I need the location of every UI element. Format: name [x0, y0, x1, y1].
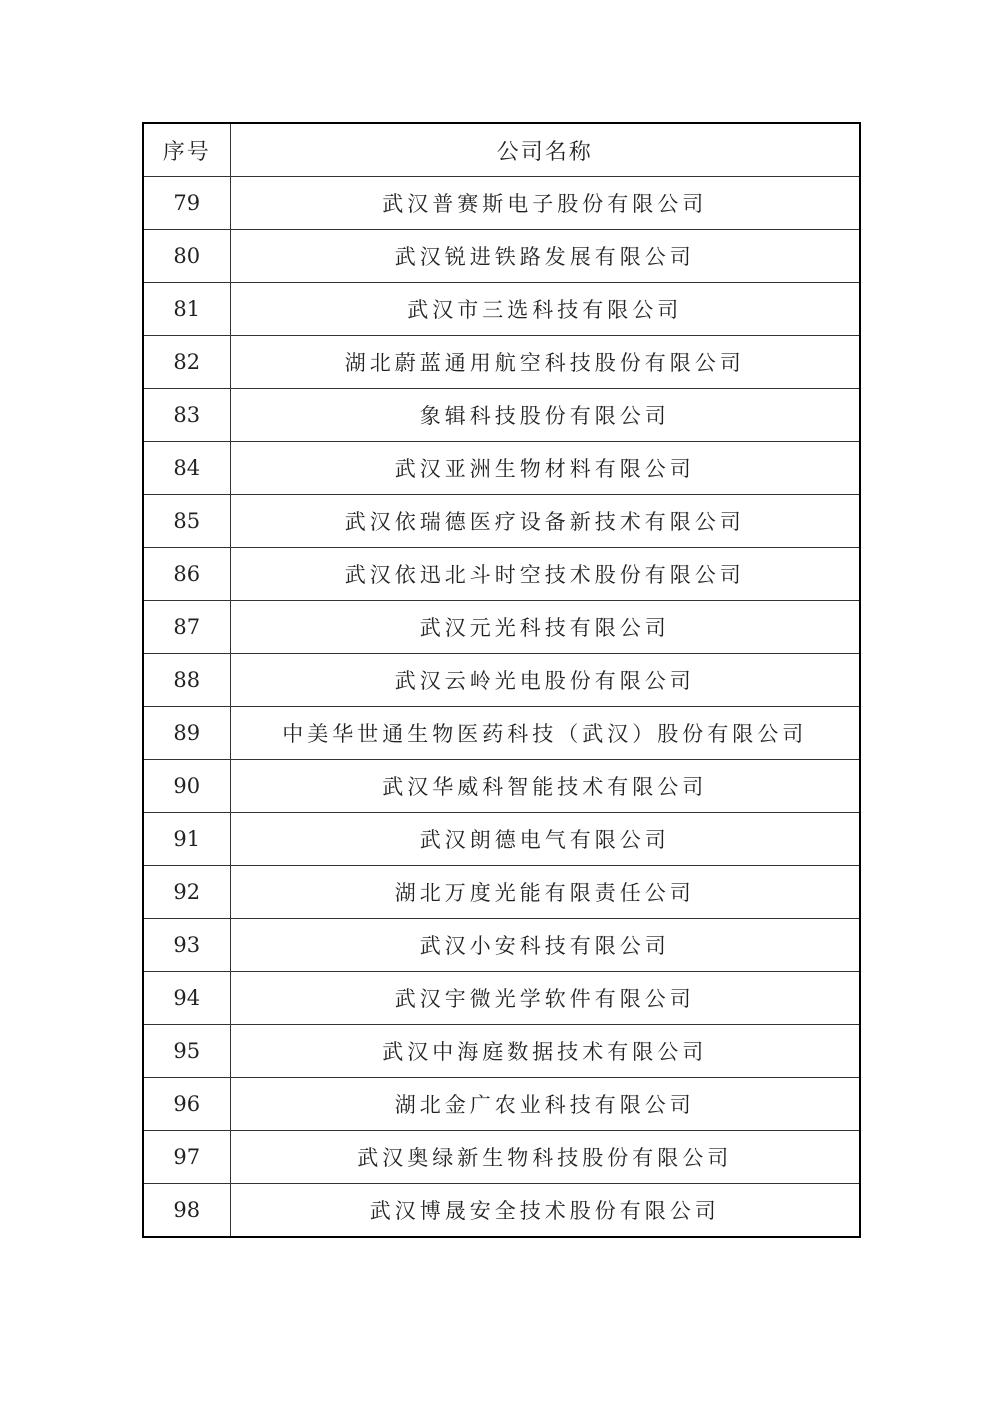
serial-number-cell: 81	[143, 283, 230, 336]
table-row	[143, 760, 860, 813]
company-name-cell: 武汉宇微光学软件有限公司	[230, 972, 860, 1025]
company-name-cell: 武汉依迅北斗时空技术股份有限公司	[230, 548, 860, 601]
company-name-cell: 武汉锐进铁路发展有限公司	[230, 230, 860, 283]
table-row	[143, 548, 860, 601]
company-name-cell: 武汉亚洲生物材料有限公司	[230, 442, 860, 495]
header-company-name: 公司名称	[230, 123, 860, 177]
table-row	[143, 230, 860, 283]
serial-number-cell: 86	[143, 548, 230, 601]
serial-number-cell: 82	[143, 336, 230, 389]
company-name-cell: 武汉奥绿新生物科技股份有限公司	[230, 1131, 860, 1184]
table-header-row	[143, 123, 860, 177]
serial-number-cell: 96	[143, 1078, 230, 1131]
table-row	[143, 442, 860, 495]
company-name-cell: 武汉朗德电气有限公司	[230, 813, 860, 866]
company-name-cell: 湖北万度光能有限责任公司	[230, 866, 860, 919]
serial-number-cell: 84	[143, 442, 230, 495]
table-row	[143, 972, 860, 1025]
table-row	[143, 177, 860, 230]
company-name-cell: 武汉依瑞德医疗设备新技术有限公司	[230, 495, 860, 548]
table-body	[143, 177, 860, 1238]
serial-number-cell: 97	[143, 1131, 230, 1184]
serial-number-cell: 80	[143, 230, 230, 283]
serial-number-cell: 94	[143, 972, 230, 1025]
company-name-cell: 武汉华威科智能技术有限公司	[230, 760, 860, 813]
table-row	[143, 495, 860, 548]
table-row	[143, 283, 860, 336]
company-name-cell: 武汉中海庭数据技术有限公司	[230, 1025, 860, 1078]
company-name-cell: 武汉元光科技有限公司	[230, 601, 860, 654]
company-table	[142, 122, 861, 1238]
table-row	[143, 1131, 860, 1184]
company-name-cell: 中美华世通生物医药科技（武汉）股份有限公司	[230, 707, 860, 760]
serial-number-cell: 87	[143, 601, 230, 654]
table-row	[143, 1025, 860, 1078]
serial-number-cell: 79	[143, 177, 230, 230]
serial-number-cell: 92	[143, 866, 230, 919]
table-row	[143, 1184, 860, 1238]
serial-number-cell: 88	[143, 654, 230, 707]
serial-number-cell: 89	[143, 707, 230, 760]
company-name-cell: 象辑科技股份有限公司	[230, 389, 860, 442]
table-row	[143, 1078, 860, 1131]
company-name-cell: 武汉普赛斯电子股份有限公司	[230, 177, 860, 230]
table-row	[143, 707, 860, 760]
company-name-cell: 武汉博晟安全技术股份有限公司	[230, 1184, 860, 1238]
serial-number-cell: 93	[143, 919, 230, 972]
serial-number-cell: 90	[143, 760, 230, 813]
serial-number-cell: 85	[143, 495, 230, 548]
header-serial-number: 序号	[143, 123, 230, 177]
company-name-cell: 湖北金广农业科技有限公司	[230, 1078, 860, 1131]
table-row	[143, 919, 860, 972]
table-row	[143, 813, 860, 866]
serial-number-cell: 95	[143, 1025, 230, 1078]
company-name-cell: 武汉小安科技有限公司	[230, 919, 860, 972]
table-row	[143, 389, 860, 442]
table-row	[143, 654, 860, 707]
serial-number-cell: 98	[143, 1184, 230, 1238]
serial-number-cell: 83	[143, 389, 230, 442]
company-name-cell: 湖北蔚蓝通用航空科技股份有限公司	[230, 336, 860, 389]
table-row	[143, 601, 860, 654]
company-name-cell: 武汉市三选科技有限公司	[230, 283, 860, 336]
table-row	[143, 866, 860, 919]
company-name-cell: 武汉云岭光电股份有限公司	[230, 654, 860, 707]
serial-number-cell: 91	[143, 813, 230, 866]
table-row	[143, 336, 860, 389]
